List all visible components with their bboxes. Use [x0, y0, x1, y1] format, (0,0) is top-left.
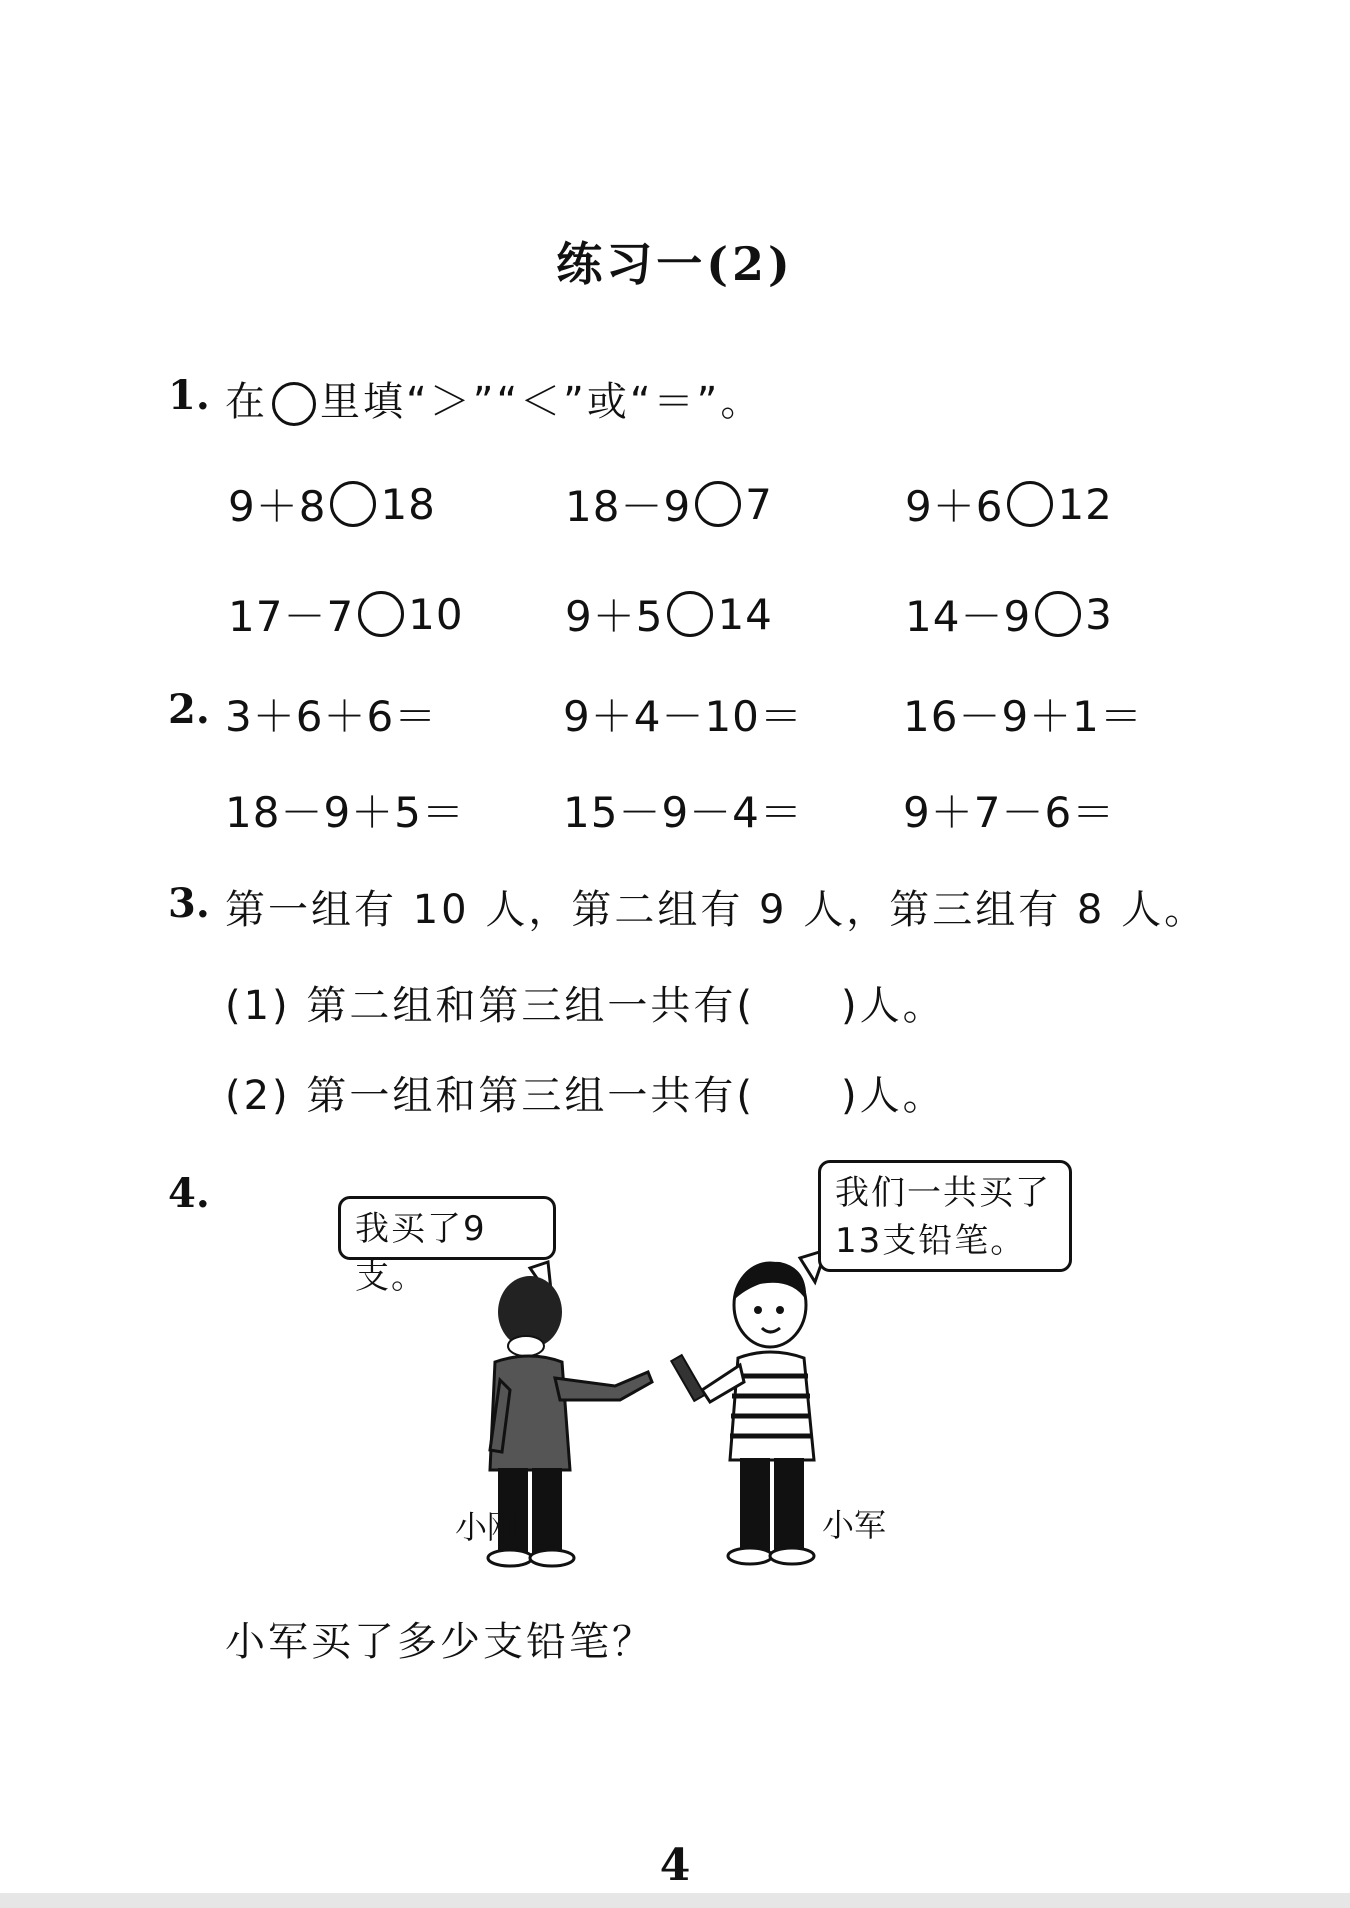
- q3-number: 3.: [168, 880, 210, 927]
- q1-item-left: 9＋5: [565, 592, 664, 641]
- answer-circle[interactable]: [695, 481, 741, 527]
- q1-item-left: 17－7: [228, 592, 355, 641]
- q1-item-right: 7: [745, 479, 773, 529]
- q3-text: 第一组有 10 人，第二组有 9 人，第三组有 8 人。: [225, 887, 1208, 933]
- q1-number: 1.: [168, 372, 210, 419]
- answer-circle[interactable]: [1035, 591, 1081, 637]
- q1-item: [905, 474, 1113, 534]
- q1-item-right: 14: [717, 589, 773, 639]
- q1-item-right: 12: [1057, 479, 1113, 529]
- q2-item: 9＋4－10＝: [563, 692, 803, 741]
- q2-number: 2.: [168, 686, 210, 733]
- q1-text-before: 在: [225, 379, 268, 425]
- q2-item: 9＋7－6＝: [903, 788, 1116, 837]
- bubble-left-text: 我买了9支。: [355, 1209, 487, 1297]
- q1-item-left: 18－9: [565, 482, 692, 531]
- q3-sub2: (2) 第一组和第三组一共有( )人。: [225, 1073, 946, 1119]
- answer-circle[interactable]: [1007, 481, 1053, 527]
- q1-item-right: 3: [1085, 589, 1113, 639]
- answer-circle[interactable]: [330, 481, 376, 527]
- q2-item: 3＋6＋6＝: [225, 692, 438, 741]
- bottom-strip: [0, 1893, 1350, 1908]
- q2-item: 18－9＋5＝: [225, 788, 465, 837]
- q2-item: 16－9＋1＝: [903, 692, 1143, 741]
- q1-item-left: 9＋8: [228, 482, 327, 531]
- q1-item-left: 9＋6: [905, 482, 1004, 531]
- page-number: 4: [659, 1840, 691, 1891]
- q1-item-left: 14－9: [905, 592, 1032, 641]
- name-label-xiaogang: 小刚: [455, 1508, 520, 1546]
- q1-item: [228, 474, 436, 534]
- q1-item: [565, 474, 773, 534]
- speech-bubble-left: [338, 1196, 556, 1297]
- q1-item: [228, 584, 464, 644]
- q1-text-after: 里填“＞”“＜”或“＝”。: [320, 379, 764, 425]
- q4-number: 4.: [168, 1170, 210, 1217]
- q1-item: [565, 584, 773, 644]
- answer-circle[interactable]: [667, 591, 713, 637]
- name-label-xiaojun: 小军: [822, 1506, 887, 1544]
- bubble-right-line2: 13支铅笔。: [835, 1221, 1027, 1261]
- q1-instruction: [225, 370, 763, 427]
- speech-bubble-right: [818, 1160, 1072, 1272]
- q4-question: 小军买了多少支铅笔？: [225, 1619, 655, 1665]
- q3-sub1: (1) 第二组和第三组一共有( )人。: [225, 983, 946, 1029]
- q1-item-right: 18: [380, 479, 436, 529]
- q1-item-right: 10: [408, 589, 464, 639]
- pencils-icon: [671, 1355, 704, 1401]
- q2-item: 15－9－4＝: [563, 788, 803, 837]
- page-title: 练习一(2): [556, 237, 794, 291]
- circle-icon: [272, 382, 316, 426]
- q1-item: [905, 584, 1113, 644]
- bubble-right-line1: 我们一共买了: [835, 1173, 1051, 1213]
- boy-xiaojun-figure: [671, 1262, 814, 1564]
- answer-circle[interactable]: [358, 591, 404, 637]
